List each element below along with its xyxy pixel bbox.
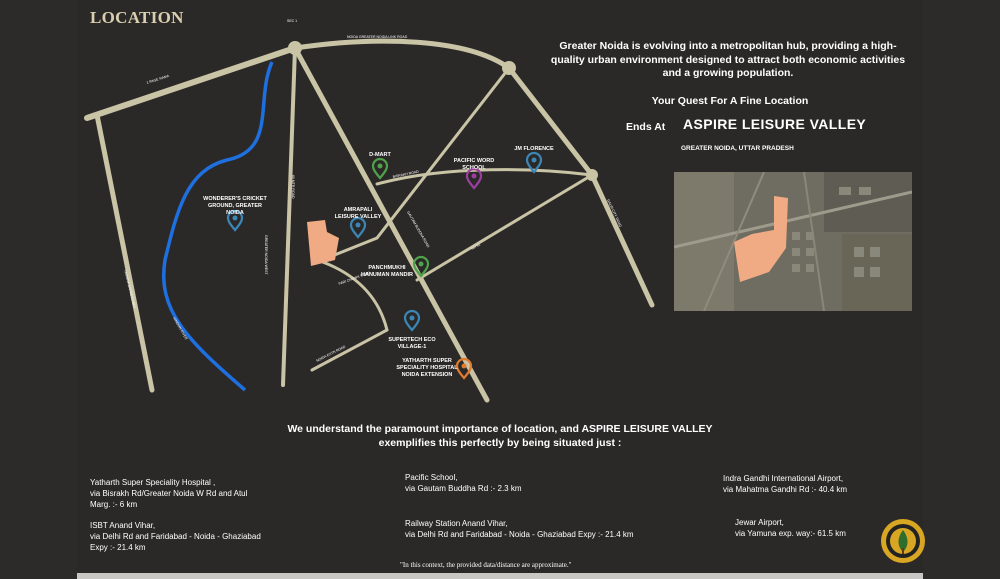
river xyxy=(164,62,272,390)
distance-railway: Railway Station Anand Vihar, via Delhi Rd and Faridabad - Noida - Ghaziabad Expy :- 21.4 km xyxy=(405,519,634,539)
svg-text:NOIDA EXTENSION: NOIDA EXTENSION xyxy=(401,372,453,378)
disclaimer-note: "In this context, the provided data/distance are approximate." xyxy=(400,561,572,569)
road-left-vertical xyxy=(97,115,152,390)
label-yatharth: YATHARTH SUPER xyxy=(402,358,452,364)
pin-amrapali xyxy=(351,218,365,237)
certification-seal xyxy=(880,518,926,564)
roundabout-top xyxy=(288,41,302,55)
distance-isbt: ISBT Anand Vihar, via Delhi Rd and Faridabad - Noida - Ghaziabad Expy :- 21.4 km xyxy=(90,521,261,552)
svg-text:SPECIALITY HOSPITAL: SPECIALITY HOSPITAL xyxy=(396,365,458,371)
page-title: LOCATION xyxy=(90,8,184,27)
label-cricket: WONDERER'S CRICKET xyxy=(203,196,267,202)
road-link-top xyxy=(295,41,509,68)
left-margin xyxy=(0,0,77,579)
label-link-road: NOIDA GREATER NOIDA LINK ROAD xyxy=(347,35,408,39)
label-supertech: SUPERTECH ECO xyxy=(388,337,436,343)
label-road-l: NOIDA EXTN ROAD xyxy=(315,344,347,363)
svg-text:NOIDA: NOIDA xyxy=(226,210,244,216)
label-road-g: 60 MTR ROAD xyxy=(291,175,295,199)
bottom-strip xyxy=(77,573,923,579)
label-amrapali: AMRAPALI xyxy=(343,207,373,213)
label-road-h: GREATER NOIDA WEST xyxy=(264,235,268,275)
right-margin xyxy=(923,0,1000,579)
pin-supertech xyxy=(405,311,419,330)
label-road-j: NH 91 xyxy=(470,242,482,251)
road-middle-diagonal xyxy=(377,68,509,238)
distance-hospital: Yatharth Super Speciality Hospital , via Bisrakh Rd/Greater Noida W Rd and Atul Marg. :- 6 km xyxy=(90,478,248,509)
pin-dmart xyxy=(373,159,387,178)
project-name: ASPIRE LEISURE VALLEY xyxy=(683,116,867,132)
label-pacific: PACIFIC WORD xyxy=(453,158,495,164)
label-road-k: GAUR CITY ROAD xyxy=(606,198,623,228)
intro-text: Greater Noida is evolving into a metropolitan hub, providing a high- quality urban environment designed to attract both economic activities and a growing population. xyxy=(550,40,906,79)
label-road-m: PARI CHOWK ROAD xyxy=(337,270,371,286)
road-branch-left xyxy=(283,48,295,385)
distance-pacific-school: Pacific School, via Gautam Buddha Rd :- 2.3 km xyxy=(405,473,522,493)
label-dmart: D-MART xyxy=(369,152,391,158)
svg-text:GROUND, GREATER: GROUND, GREATER xyxy=(208,203,262,209)
label-road-f: GAUTAM BUDDHA ROAD xyxy=(406,210,431,249)
label-jm-florence: JM FLORENCE xyxy=(514,146,554,152)
distance-igi-airport: Indra Gandhi International Airport, via Mahatma Gandhi Rd :- 40.4 km xyxy=(723,474,848,494)
svg-text:SCHOOL: SCHOOL xyxy=(462,165,486,171)
pin-pacific xyxy=(467,169,481,188)
location-statement: We understand the paramount importance of location, and ASPIRE LEISURE VALLEY exemplifies this perfectly by being situated just : xyxy=(287,423,713,449)
label-road-b: 1 PAGE RAMA xyxy=(146,73,170,85)
label-road-c: SEC 1 xyxy=(287,19,298,23)
road-lower-diagonal xyxy=(417,175,592,280)
roundabout-east xyxy=(586,169,598,181)
label-road-d: YAMUNA EXPRESSWAY xyxy=(123,269,137,309)
svg-text:LEISURE VALLEY: LEISURE VALLEY xyxy=(334,214,382,220)
project-site-marker xyxy=(307,220,339,266)
label-panchmukhi: PANCHMUKHI xyxy=(368,265,406,271)
label-road-i: BISRAKH ROAD xyxy=(392,169,420,179)
roundabout-right xyxy=(502,61,516,75)
satellite-view xyxy=(674,172,912,311)
distance-jewar-airport: Jewar Airport, via Yamuna exp. way:- 61.5 km xyxy=(735,518,846,538)
road-lower-branch xyxy=(312,330,387,370)
svg-text:VILLAGE-1: VILLAGE-1 xyxy=(397,344,427,350)
label-river: HINDON RIVER xyxy=(172,316,189,341)
svg-text:HANUMAN MANDIR: HANUMAN MANDIR xyxy=(361,272,413,278)
quest-heading: Your Quest For A Fine Location xyxy=(651,95,809,107)
ends-at-label: Ends At xyxy=(626,121,666,133)
project-location: GREATER NOIDA, UTTAR PRADESH xyxy=(681,145,794,152)
